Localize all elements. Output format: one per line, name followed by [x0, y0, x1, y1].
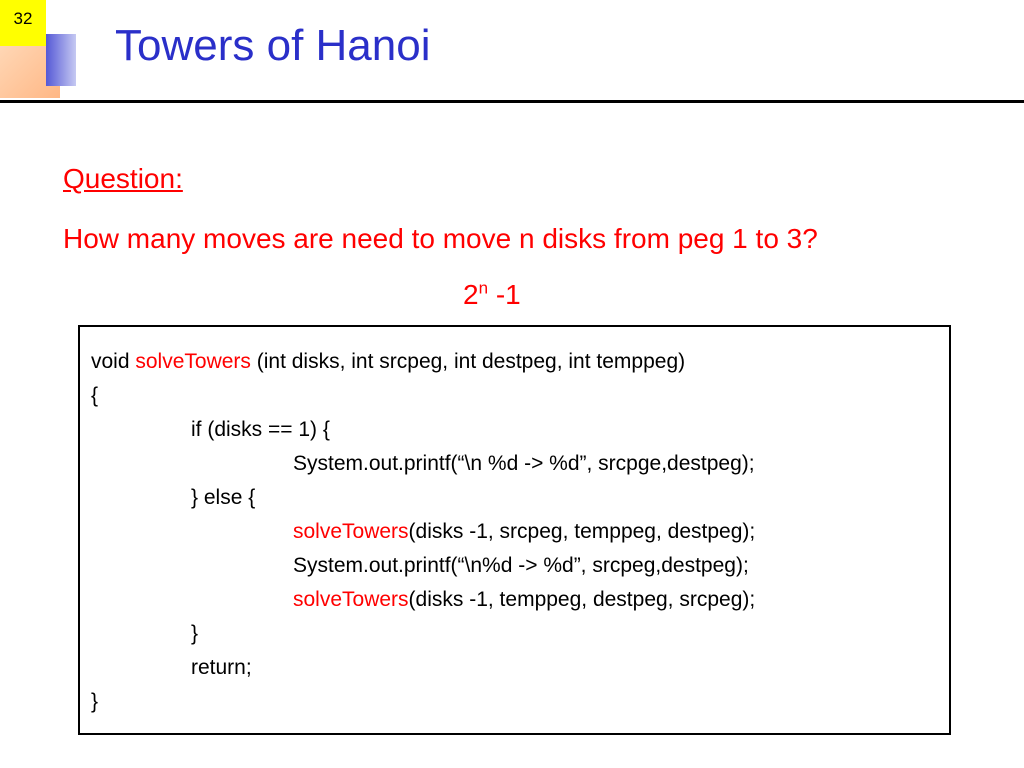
code-line-open-brace: { [91, 384, 99, 407]
answer-exponent: n [478, 278, 489, 298]
code-line-printf-move: System.out.printf(“\n%d -> %d”, srcpeg,destpeg); [293, 554, 749, 577]
code-line-recursive-call-1 [293, 519, 755, 544]
code-line-close-brace: } [91, 690, 99, 713]
title-divider [0, 100, 1024, 103]
question-label: Question: [63, 163, 183, 194]
slide-number: 32 [13, 9, 33, 28]
answer-formula [463, 278, 521, 312]
code-args: (disks -1, srcpeg, temppeg, destpeg); [408, 520, 756, 543]
code-params: (int disks, int srcpeg, int destpeg, int temppeg) [250, 350, 686, 373]
code-function-name: solveTowers [135, 350, 251, 373]
answer-base: 2 [463, 279, 479, 310]
code-line-signature [91, 349, 685, 374]
code-line-else: } else { [191, 486, 256, 509]
code-function-name: solveTowers [293, 520, 409, 543]
decorative-blue-block [46, 34, 76, 86]
code-line-printf-base: System.out.printf(“\n %d -> %d”, srcpge,destpeg); [293, 452, 755, 475]
code-function-name: solveTowers [293, 588, 409, 611]
code-line-close-else: } [191, 622, 199, 645]
code-line-return: return; [191, 656, 252, 679]
code-line-if: if (disks == 1) { [191, 418, 330, 441]
question-text: How many moves are need to move n disks from peg 1 to 3? [63, 223, 818, 254]
code-line-recursive-call-2 [293, 587, 755, 612]
code-block [78, 325, 951, 735]
slide-title: Towers of Hanoi [115, 21, 431, 70]
code-keyword-void: void [91, 350, 136, 373]
code-args: (disks -1, temppeg, destpeg, srcpeg); [408, 588, 756, 611]
answer-rest: -1 [488, 279, 521, 310]
